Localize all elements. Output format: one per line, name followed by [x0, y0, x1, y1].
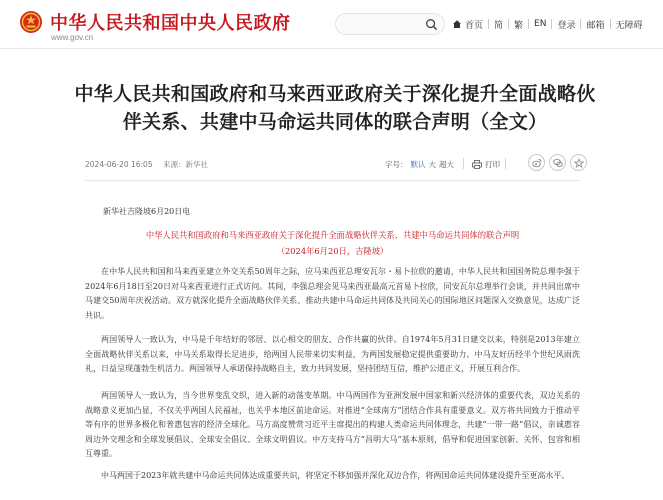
home-icon — [452, 19, 462, 29]
site-header — [0, 0, 663, 48]
share-weibo-button[interactable] — [528, 154, 545, 171]
meta-separator — [505, 158, 506, 169]
meta-divider — [85, 180, 580, 181]
article-title: 中华人民共和国政府和马来西亚政府关于深化提升全面战略伙伴关系、共建中马命运共同体的联合声明（全文） — [74, 83, 596, 133]
print-icon — [472, 160, 482, 169]
top-navigation — [447, 17, 648, 31]
nav-accessibility[interactable]: 无障碍 — [615, 20, 643, 31]
document-title: 中华人民共和国政府和马来西亚政府关于深化提升全面战略伙伴关系、共建中马命运共同体的联合声明 — [145, 230, 520, 240]
nav-home[interactable] — [447, 18, 488, 31]
qzone-icon — [574, 158, 584, 168]
article-paragraph: 中马两国于2023年就共建中马命运共同体达成重要共识，将坚定不移加强并深化双边合作，将两国命运共同体建设提升至更高水平。 — [101, 471, 570, 480]
nav-traditional[interactable]: 繁 — [514, 20, 524, 31]
font-size-xlarge[interactable]: 超大 — [439, 160, 454, 169]
header-divider — [0, 48, 663, 49]
article-paragraph: 两国领导人一致认为，中马是千年结好的邻居、以心相交的朋友、合作共赢的伙伴。自1974年5月31日建交以来，特别是2013年建立全面战略伙伴关系以来，中马关系取得长足进步，给两国人民带来切实利益，为两国发展稳定提供重要助力。中马友好历经半个世纪风雨洗礼，日益呈现蓬勃生机活力。两国领导人承诺保持战略自主，致力共同发展，坚持团结互信，维护公道正义，开展互利合作。 — [85, 335, 580, 373]
share-wechat-button[interactable] — [549, 154, 566, 171]
source-value: 新华社 — [185, 160, 208, 169]
print-label: 打印 — [485, 160, 500, 169]
source-label: 来源： — [162, 160, 186, 169]
font-size-control — [385, 159, 454, 170]
meta-separator — [463, 158, 464, 169]
nav-home-label: 首页 — [465, 20, 484, 31]
font-size-large[interactable]: 大 — [428, 160, 436, 169]
nav-login[interactable]: 登录 — [557, 20, 576, 31]
publish-date: 2024-06-20 16:05 — [85, 160, 153, 169]
nav-mail[interactable]: 邮箱 — [586, 20, 605, 31]
article-paragraph: 两国领导人一致认为，当今世界变乱交织，进入新的动荡变革期。中马两国作为亚洲发展中国家和新兴经济体的重要代表，双边关系的战略意义更加凸显，不仅关乎两国人民福祉，也关乎本地区前途命运。对推进“全球南方”团结合作具有重要意义。双方将共同致力于推动平等有序的世界多极化和普惠包容的经济全球化。马方高度赞赏习近平主席提出的构建人类命运共同体理念，共建“一带一路”倡议，亲诚惠容周边外交理念和全球发展倡议、全球安全倡议、全球文明倡议。中方支持马方“昌明大马”基本原则，倡导和促进国家创新、关怀、包容和相互尊重。 — [85, 391, 580, 458]
national-emblem-icon[interactable] — [19, 10, 43, 34]
weibo-icon — [532, 158, 542, 168]
nav-english[interactable]: EN — [534, 19, 547, 29]
print-button[interactable] — [472, 159, 500, 170]
search-icon[interactable] — [425, 18, 438, 31]
font-size-default[interactable]: 默认 — [410, 160, 426, 169]
dateline: 新华社吉隆坡6月20日电 — [103, 207, 191, 216]
site-title[interactable]: 中华人民共和国中央人民政府 — [50, 13, 291, 34]
article-meta — [85, 159, 208, 170]
wechat-icon — [553, 158, 563, 168]
nav-simplified[interactable]: 简 — [494, 20, 504, 31]
site-url: www.gov.cn — [51, 33, 94, 42]
share-qzone-button[interactable] — [570, 154, 587, 171]
font-size-label: 字号： — [385, 160, 408, 169]
article-paragraph: 在中华人民共和国和马来西亚建立外交关系50周年之际，应马来西亚总理安瓦尔・易卜拉欣的邀请，中华人民共和国国务院总理李强于2024年6月18日至20日对马来西亚进行正式访问。其间，李强总理会见马来西亚最高元首易卜拉欣，同安瓦尔总理举行会谈，并共同出席中马建交50周年庆祝活动。双方就深化提升全面战略伙伴关系、推动共建中马命运共同体及共同关心的国际地区问题深入交换意见，达成广泛共识。 — [85, 267, 580, 320]
search-input[interactable] — [335, 13, 445, 35]
document-date: （2024年6月20日，吉隆坡） — [276, 246, 389, 256]
